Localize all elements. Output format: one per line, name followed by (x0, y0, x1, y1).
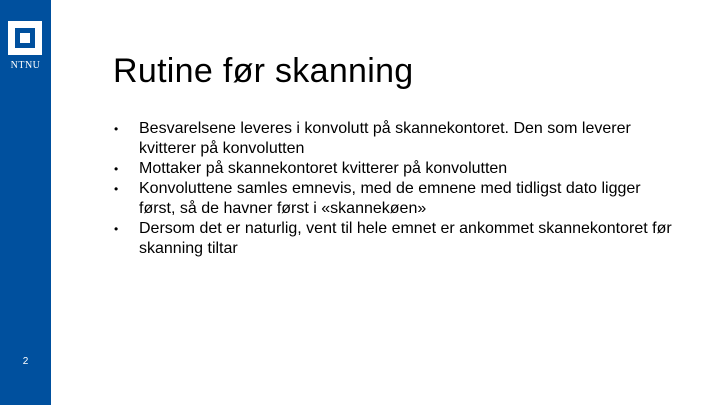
bullet-item (114, 219, 674, 259)
bullet-text: Mottaker på skannekontoret kvitterer på konvolutten (139, 160, 508, 177)
slide-title: Rutine før skanning (113, 52, 414, 90)
bullet-text: Besvarelsene leveres i konvolutt på skannekontoret. Den som leverer kvitterer på konvolutten (139, 120, 631, 157)
bullet-marker: • (114, 162, 119, 176)
bullet-marker: • (114, 122, 119, 136)
bullet-marker: • (114, 182, 119, 196)
ntnu-logo-icon (8, 21, 42, 55)
page-number: 2 (22, 356, 29, 367)
bullet-marker: • (114, 222, 119, 236)
bullet-item (114, 119, 674, 159)
bullet-item (114, 159, 674, 179)
logo-text: NTNU (10, 60, 41, 71)
bullet-list (114, 119, 674, 259)
bullet-text: Dersom det er naturlig, vent til hele emnet er ankommet skannekontoret før skanning tiltar (139, 220, 672, 257)
bullet-item (114, 179, 674, 219)
bullet-text: Konvoluttene samles emnevis, med de emnene med tidligst dato ligger først, så de havner først i «skannekøen» (139, 180, 641, 217)
sidebar (0, 0, 51, 405)
